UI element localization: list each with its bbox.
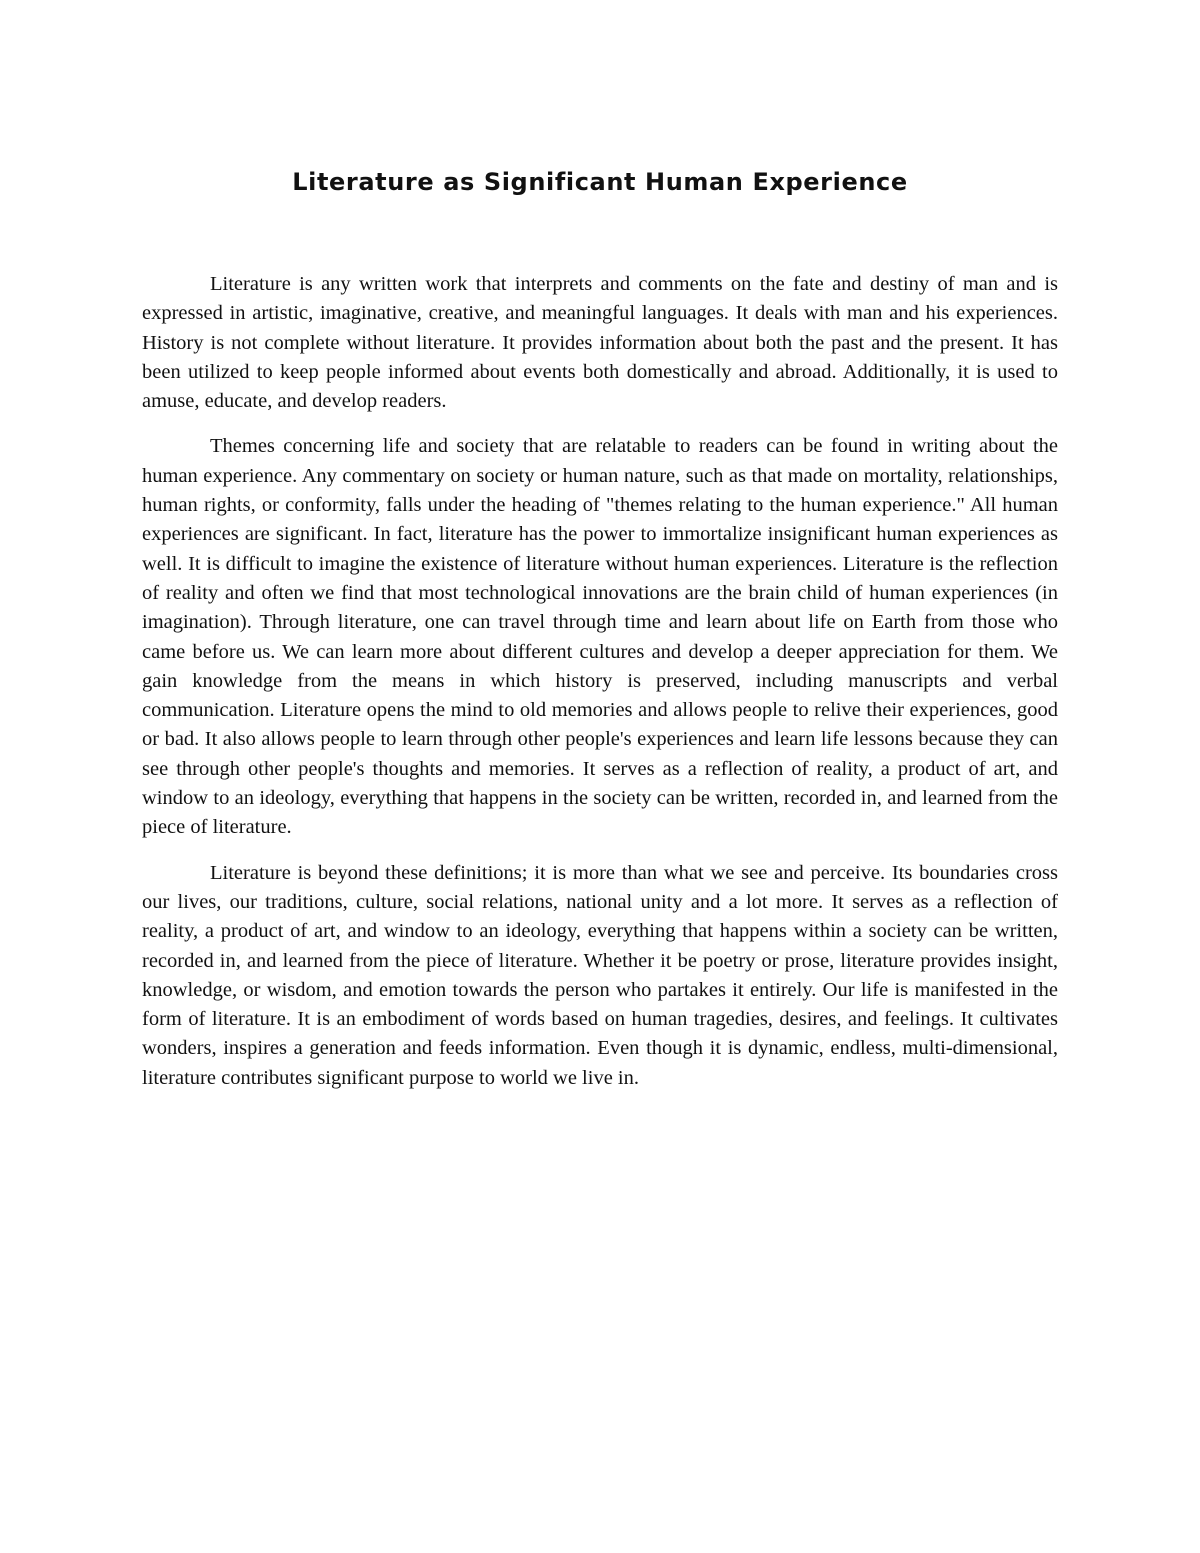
body-paragraph-2: Themes concerning life and society that are relatable to readers can be found in writing about the human experience. Any commentary on society or human nature, such as that made on mortality, relationships, human rights, or conformity, falls under the heading of "themes relating to the human experience." All human experiences are significant. In fact, literature has the power to immortalize insignificant human experiences as well. It is difficult to imagine the existence of literature without human experiences. Literature is the reflection of reality and often we find that most technological innovations are the brain child of human experiences (in imagination). Through literature, one can travel through time and learn about life on Earth from those who came before us. We can learn more about different cultures and develop a deeper appreciation for them. We gain knowledge from the means in which history is preserved, including manuscripts and verbal communication. Literature opens the mind to old memories and allows people to relive their experiences, good or bad. It also allows people to learn through other people's experiences and learn life lessons because they can see through other people's thoughts and memories. It serves as a reflection of reality, a product of art, and window to an ideology, everything that happens in the society can be written, recorded in, and learned from the piece of literature. (142, 435, 1058, 839)
document-title: Literature as Significant Human Experience (292, 168, 908, 196)
document-body (142, 270, 1058, 1109)
body-paragraph-3: Literature is beyond these definitions; it is more than what we see and perceive. Its boundaries cross our lives, our traditions, culture, social relations, national unity and a lot more. It serves as a reflection of reality, a product of art, and window to an ideology, everything that happens within a society can be written, recorded in, and learned from the piece of literature. Whether it be poetry or prose, literature provides insight, knowledge, or wisdom, and emotion towards the person who partakes it entirely. Our life is manifested in the form of literature. It is an embodiment of words based on human tragedies, desires, and feelings. It cultivates wonders, inspires a generation and feeds information. Even though it is dynamic, endless, multi-dimensional, literature contributes significant purpose to world we live in. (142, 861, 1058, 1089)
body-paragraph-1: Literature is any written work that interprets and comments on the fate and destiny of man and is expressed in artistic, imaginative, creative, and meaningful languages. It deals with man and his experiences. History is not complete without literature. It provides information about both the past and the present. It has been utilized to keep people informed about events both domestically and abroad. Additionally, it is used to amuse, educate, and develop readers. (142, 273, 1058, 413)
